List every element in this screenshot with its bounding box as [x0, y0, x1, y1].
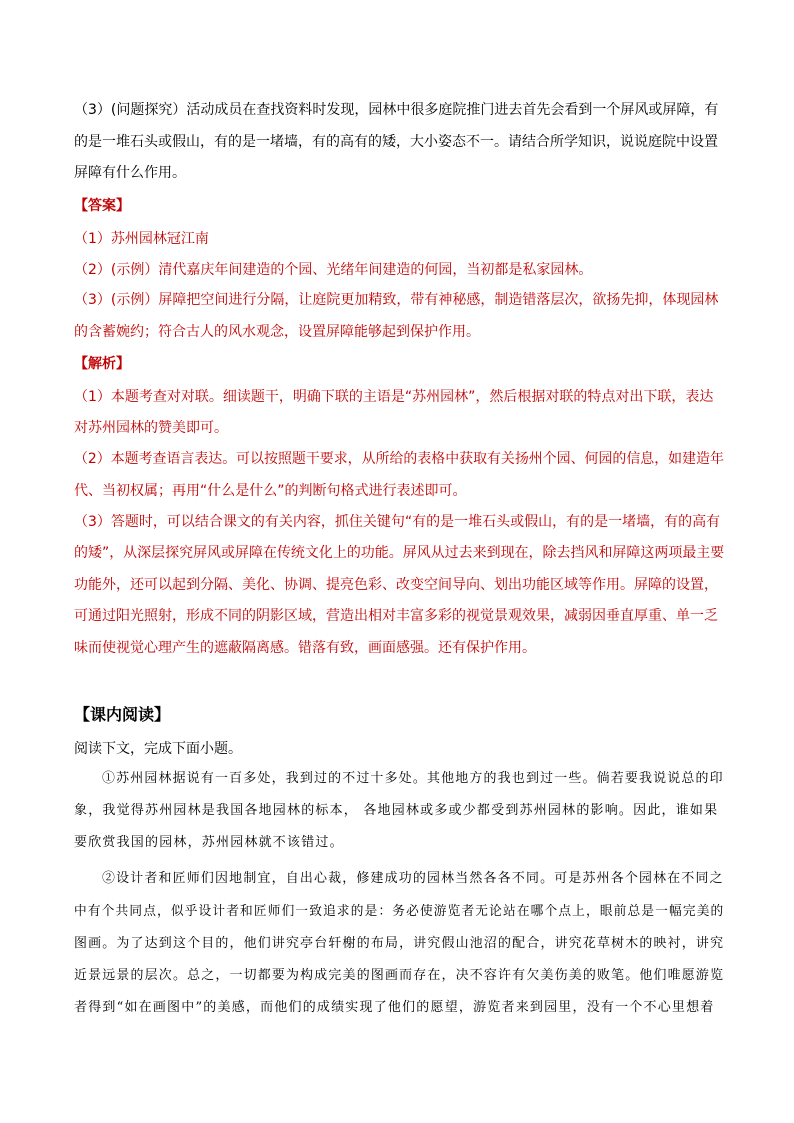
passage-line-2: 象，我觉得苏州园林是我国各地园林的标本， 各地园林或多或少都受到苏州园林的影响。因此，谁如果	[74, 803, 719, 818]
answer-line-4: 的含蓄婉约；符合古人的风水观念，设置屏障能够起到保护作用。	[74, 324, 480, 340]
analysis-line-9: 味而使视觉心理产生的遮蔽隔离感。错落有致，画面感强。还有保护作用。	[74, 640, 536, 656]
passage-line-1: ①苏州园林据说有一百多处，我到过的不过十多处。其他地方的我也到过一些。倘若要我说说总的印	[102, 771, 724, 786]
passage-line-5: 中有个共同点，似乎设计者和匠师们一致追求的是：务必使游览者无论站在哪个点上，眼前总是一幅完美的	[74, 904, 725, 919]
analysis-line-5: （3）答题时，可以结合课文的有关内容，抓住关键句“有的是一堆石头或假山，有的是一堵墙，有的高有	[74, 514, 721, 530]
question3-line-2: 的是一堆石头或假山，有的是一堵墙，有的高有的矮，大小姿态不一。请结合所学知识，说说庭院中设置	[74, 134, 718, 150]
answer-line-1: （1）苏州园林冠江南	[74, 231, 209, 247]
passage-line-6: 图画。为了达到这个目的，他们讲究亭台轩榭的布局，讲究假山池沼的配合，讲究花草树木的映衬，讲究	[74, 936, 725, 951]
reading-instruction: 阅读下文，完成下面小题。	[74, 741, 242, 757]
question3-line-1: （3）(问题探究）活动成员在查找资料时发现，园林中很多庭院推门进去首先会看到一个屏风或屏障，有	[74, 102, 719, 118]
passage-line-3: 要欣赏我国的园林，苏州园林就不该错过。	[74, 835, 344, 850]
passage-line-8: 者得到“如在画图中”的美感，而他们的成绩实现了他们的愿望，游览者来到园里，没有一个不心里想着	[74, 1000, 715, 1015]
analysis-heading: 【解析】	[74, 356, 130, 372]
question3-line-3: 屏障有什么作用。	[74, 165, 186, 181]
analysis-line-2: 对苏州园林的赞美即可。	[74, 420, 228, 436]
answer-line-3: （3）(示例）屏障把空间进行分隔，让庭院更加精致，带有神秘感，制造错落层次，欲扬先抑，体现园林	[74, 292, 719, 308]
analysis-line-4: 代、当初权属；再用“什么是什么”的判断句格式进行表述即可。	[74, 483, 467, 499]
analysis-line-8: 可通过阳光照射，形成不同的阴影区域，营造出相对丰富多彩的视觉景观效果，减弱因垂直厚重、单一乏	[74, 608, 718, 624]
section-title: 【课内阅读】	[74, 705, 171, 724]
passage-line-4: ②设计者和匠师们因地制宜，自出心裁，修建成功的园林当然各各不同。可是苏州各个园林在不同之	[102, 871, 724, 886]
analysis-line-7: 功能外，还可以起到分隔、美化、协调、提亮色彩、改变空间导向、划出功能区域等作用。屏障的设置，	[74, 577, 718, 593]
analysis-line-3: （2）本题考查语言表达。可以按照题干要求，从所给的表格中获取有关扬州个园、何园的信息，如建造年	[74, 451, 724, 467]
answer-line-2: （2）(示例）清代嘉庆年间建造的个园、光绪年间建造的何园，当初都是私家园林。	[74, 262, 593, 278]
answer-heading: 【答案】	[74, 198, 130, 214]
analysis-line-6: 的矮”，从深层探究屏风或屏障在传统文化上的功能。屏风从过去来到现在，除去挡风和屏障这两项最主要	[74, 545, 725, 561]
analysis-line-1: （1）本题考查对对联。细读题干，明确下联的主语是“苏州园林”，然后根据对联的特点对出下联，表达	[74, 389, 714, 405]
passage-line-7: 近景远景的层次。总之，一切都要为构成完美的图画而存在，决不容许有欠美伤美的败笔。他们唯愿游览	[74, 968, 725, 983]
